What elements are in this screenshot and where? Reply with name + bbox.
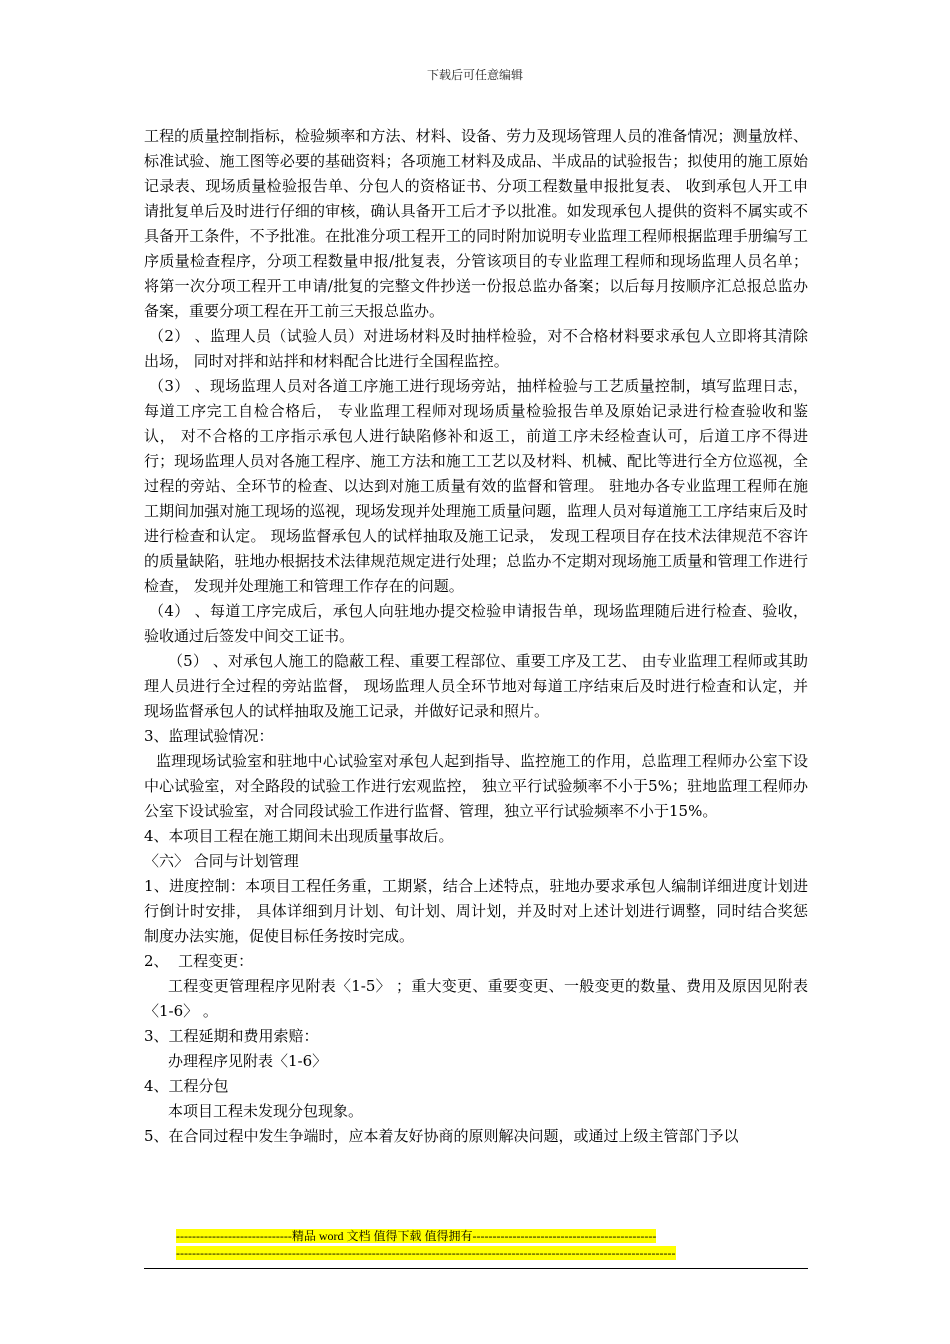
- paragraph: 监理现场试验室和驻地中心试验室对承包人起到指导、监控施工的作用，总监理工程师办公室下设中心试验室，对全路段的试验工作进行宏观监控， 独立平行试验频率不小于5%；驻地监理工程师办公室下设试验室，对合同段试验工作进行监督、管理，独立平行试验频率不小于15%。: [144, 752, 808, 820]
- document-body: [144, 124, 808, 1149]
- footer-banner: [144, 1228, 808, 1245]
- paragraph: （5） 、对承包人施工的隐蔽工程、重要工程部位、重要工序及工艺、 由专业监理工程师或其助理人员进行全过程的旁站监督， 现场监理人员全环节地对每道工序结束后及时进行检查和认定，并现场监督承包人的试样抽取及施工记录，并做好记录和照片。: [144, 652, 808, 720]
- footer-dash-line: -----------------------------------------------------------------------------------------------------------------------------: [176, 1246, 676, 1260]
- paragraph: 5、在合同过程中发生争端时，应本着友好协商的原则解决问题，或通过上级主管部门予以: [144, 1127, 739, 1145]
- paragraph: （2） 、监理人员（试验人员）对进场材料及时抽样检验，对不合格材料要求承包人立即将其清除出场， 同时对拌和站拌和材料配合比进行全国程监控。: [144, 327, 808, 370]
- paragraph: 4、工程分包: [144, 1077, 229, 1095]
- footer-banner-text: -----------------------------精品 word 文档 值得下载 值得拥有----------------------------------------------: [176, 1229, 657, 1243]
- footer-banner-dashes: [144, 1245, 808, 1262]
- paragraph: 3、监理试验情况：: [144, 727, 274, 745]
- paragraph: 本项目工程未发现分包现象。: [168, 1102, 364, 1120]
- paragraph: 2、 工程变更：: [144, 952, 254, 970]
- paragraph: 1、进度控制：本项目工程任务重，工期紧，结合上述特点，驻地办要求承包人编制详细进度计划进行倒计时安排， 具体详细到月计划、旬计划、周计划，并及时对上述计划进行调整，同时结合奖惩制度办法实施，促使目标任务按时完成。: [144, 877, 808, 945]
- page-footer: [144, 1228, 808, 1269]
- footer-rule: [144, 1268, 808, 1269]
- page-header: 下载后可任意编辑: [426, 68, 523, 82]
- paragraph: 工程变更管理程序见附表〈1-5〉 ；重大变更、重要变更、一般变更的数量、费用及原因见附表〈1-6〉 。: [144, 977, 808, 1020]
- paragraph: 4、本项目工程在施工期间未出现质量事故后。: [144, 827, 454, 845]
- section-heading: 〈六〉 合同与计划管理: [144, 852, 299, 870]
- paragraph: 工程的质量控制指标，检验频率和方法、材料、设备、劳力及现场管理人员的准备情况；测量放样、标准试验、施工图等必要的基础资料；各项施工材料及成品、半成品的试验报告；拟使用的施工原始记录表、现场质量检验报告单、分包人的资格证书、分项工程数量申报批复表、 收到承包人开工申请批复单后及时进行仔细的审核，确认具备开工后才予以批准。如发现承包人提供的资料不属实或不具备开工条件，不予批准。在批准分项工程开工的同时附加说明专业监理工程师根据监理手册编写工序质量检查程序，分项工程数量申报/批复表，分管该项目的专业监理工程师和现场监理人员名单； 将第一次分项工程开工申请/批复的完整文件抄送一份报总监办备案；以后每月按顺序汇总报总监办备案，重要分项工程在开工前三天报总监办。: [144, 127, 808, 320]
- paragraph: 3、工程延期和费用索赔：: [144, 1027, 319, 1045]
- paragraph: （3） 、现场监理人员对各道工序施工进行现场旁站，抽样检验与工艺质量控制，填写监理日志，每道工序完工自检合格后， 专业监理工程师对现场质量检验报告单及原始记录进行检查验收和鉴认， 对不合格的工序指示承包人进行缺陷修补和返工，前道工序未经检查认可，后道工序不得进行；现场监理人员对各施工程序、施工方法和施工工艺以及材料、机械、配比等进行全方位巡视，全过程的旁站、全环节的检查、以达到对施工质量有效的监督和管理。 驻地办各专业监理工程师在施工期间加强对施工现场的巡视，现场发现并处理施工质量问题，监理人员对每道施工工序结束后及时进行检查和认定。 现场监督承包人的试样抽取及施工记录， 发现工程项目存在技术法律规范不容许的质量缺陷，驻地办根据技术法律规范规定进行处理；总监办不定期对现场施工质量和管理工作进行检查， 发现并处理施工和管理工作存在的问题。: [144, 377, 808, 595]
- paragraph: 办理程序见附表〈1-6〉: [168, 1052, 328, 1070]
- paragraph: （4） 、每道工序完成后，承包人向驻地办提交检验申请报告单，现场监理随后进行检查、验收，验收通过后签发中间交工证书。: [144, 602, 808, 645]
